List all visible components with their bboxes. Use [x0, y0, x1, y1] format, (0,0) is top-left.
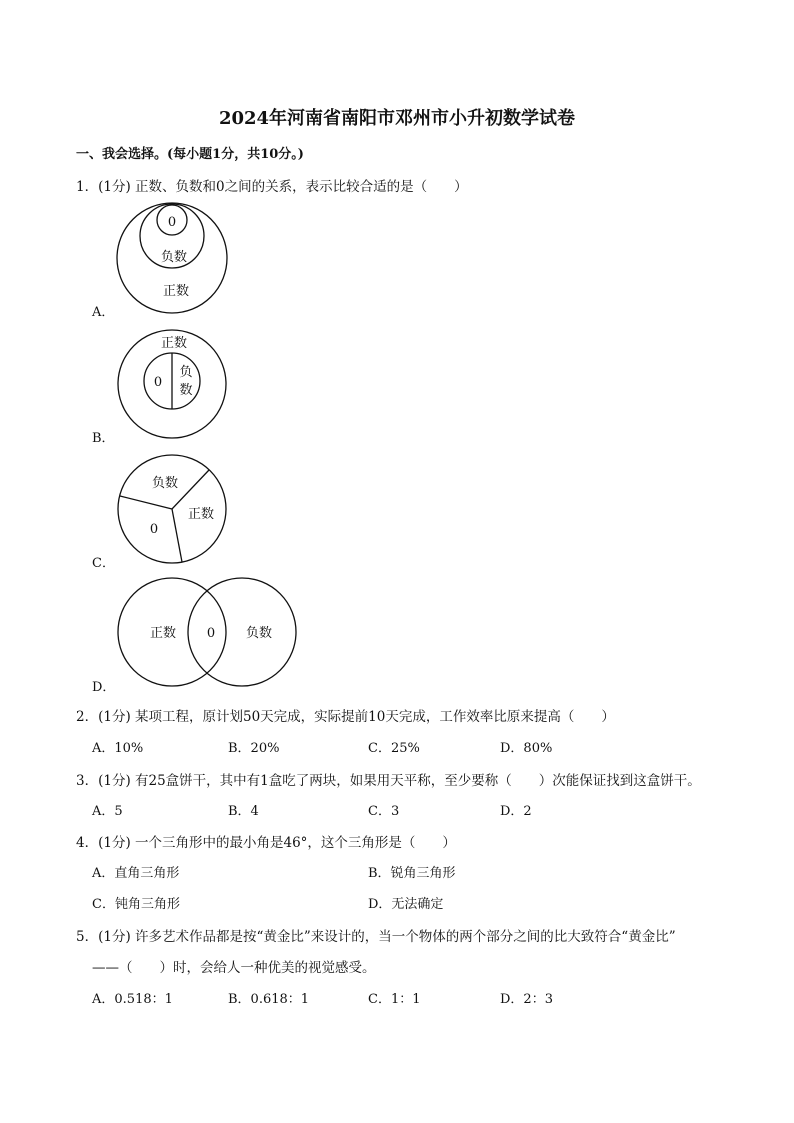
q4-option-a[interactable]: A．直角三角形: [92, 866, 180, 881]
question-4-stem: 4．(1分) 一个三角形中的最小角是46°，这个三角形是（ ）: [76, 835, 456, 851]
q1-diagram-d: [112, 574, 302, 692]
q1-diagram-b: [110, 326, 240, 444]
q4-option-d[interactable]: D．无法确定: [368, 897, 444, 912]
q1-option-a[interactable]: A．: [92, 305, 115, 320]
q1-diagram-c: [112, 452, 232, 568]
q5-option-b[interactable]: B．0.618：1: [228, 992, 310, 1007]
label-zero: 0: [149, 522, 159, 537]
q3-option-c[interactable]: C．3: [368, 804, 400, 819]
q2-option-d[interactable]: D．80%: [500, 741, 553, 756]
q4-option-b[interactable]: B．锐角三角形: [368, 866, 456, 881]
label-positive: 正数: [187, 507, 215, 522]
exam-title: 2024年河南省南阳市邓州市小升初数学试卷: [218, 108, 576, 129]
question-5-stem-line1: 5．(1分) 许多艺术作品都是按“黄金比”来设计的，当一个物体的两个部分之间的比大致符合“黄金比”: [76, 929, 676, 945]
question-5-stem-line2: ——（ ）时，会给人一种优美的视觉感受。: [92, 960, 376, 976]
label-negative: 负数: [245, 626, 273, 641]
q1-option-d[interactable]: D．: [92, 680, 116, 695]
q3-option-d[interactable]: D．2: [500, 804, 532, 819]
label-positive: 正数: [149, 626, 177, 641]
label-positive: 正数: [162, 284, 190, 299]
divider-line-3: [172, 509, 182, 562]
label-zero: 0: [167, 215, 177, 230]
divider-line-1: [120, 496, 172, 509]
label-negative: 负数: [151, 476, 179, 491]
label-negative: 负数: [160, 250, 188, 265]
label-negative-top: 负: [179, 365, 193, 380]
q1-option-c[interactable]: C．: [92, 556, 115, 571]
q4-option-c[interactable]: C．钝角三角形: [92, 897, 180, 912]
q5-option-c[interactable]: C．1：1: [368, 992, 421, 1007]
label-negative-bottom: 数: [179, 383, 193, 398]
question-3-stem: 3．(1分) 有25盒饼干，其中有1盒吃了两块，如果用天平称，至少要称（ ）次能保证找到这盒饼干。: [76, 773, 701, 789]
section-heading: 一、我会选择。(每小题1分，共10分。): [76, 147, 304, 162]
q2-option-b[interactable]: B．20%: [228, 741, 280, 756]
q1-option-b[interactable]: B．: [92, 431, 115, 446]
q5-option-d[interactable]: D．2：3: [500, 992, 553, 1007]
q1-diagram-a: [110, 198, 240, 318]
q3-option-a[interactable]: A．5: [92, 804, 123, 819]
label-zero: 0: [206, 626, 216, 641]
label-zero: 0: [153, 375, 163, 390]
q2-option-c[interactable]: C．25%: [368, 741, 420, 756]
q3-option-b[interactable]: B．4: [228, 804, 259, 819]
question-2-stem: 2．(1分) 某项工程，原计划50天完成，实际提前10天完成，工作效率比原来提高（ ）: [76, 709, 615, 725]
q2-option-a[interactable]: A．10%: [92, 741, 144, 756]
question-1-stem: 1．(1分) 正数、负数和0之间的关系，表示比较合适的是（ ）: [76, 179, 468, 195]
label-positive: 正数: [160, 336, 188, 351]
q5-option-a[interactable]: A．0.518：1: [92, 992, 173, 1007]
right-circle: [188, 578, 296, 686]
